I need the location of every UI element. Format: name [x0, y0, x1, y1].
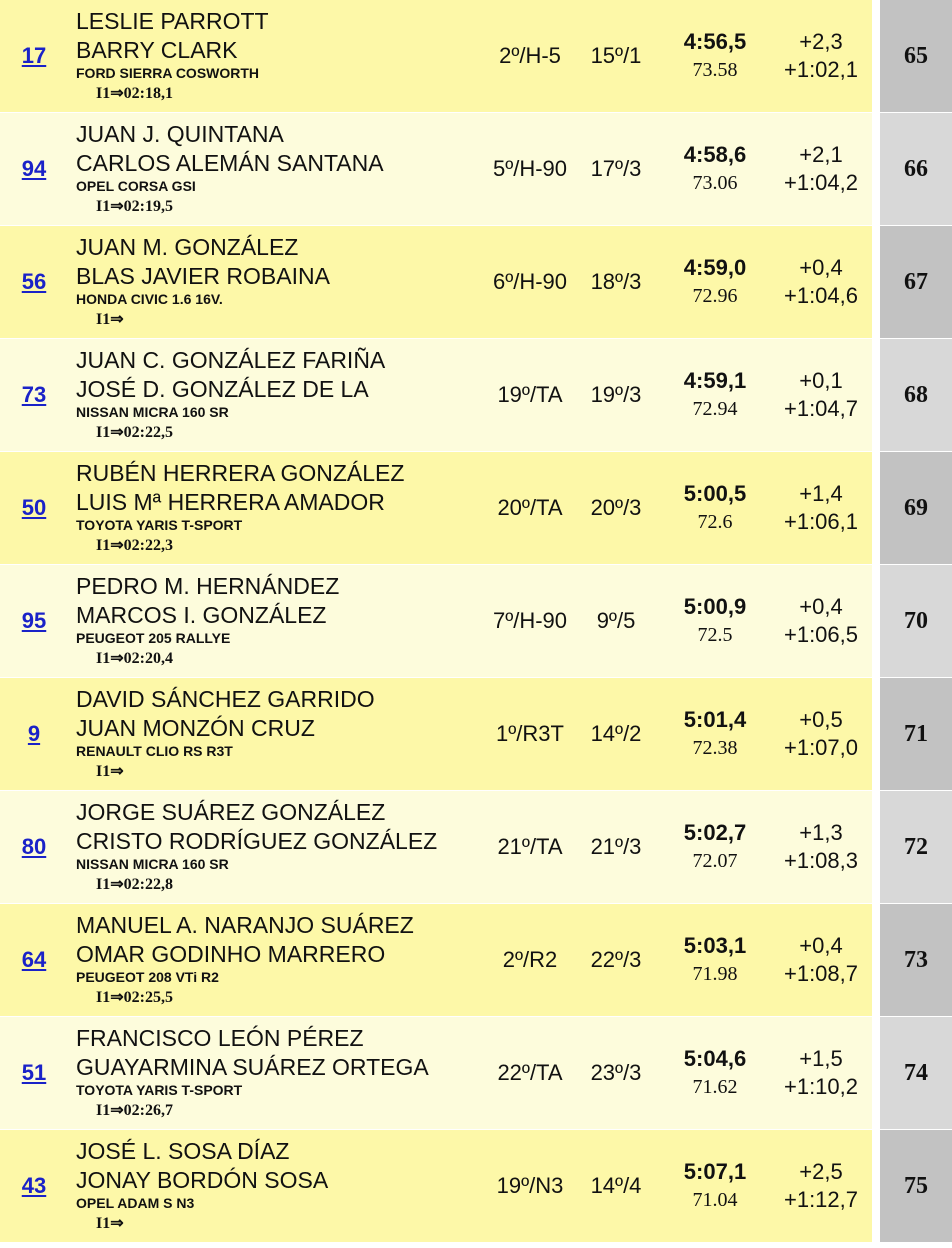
result-row — [0, 0, 952, 113]
car-number-link[interactable]: 51 — [21, 1060, 47, 1085]
result-row — [0, 226, 952, 339]
group-position: 18º/3 — [572, 226, 660, 339]
diff-previous: +0,4 — [799, 594, 843, 619]
split-time: I1⇒ — [96, 1215, 124, 1232]
result-row — [0, 791, 952, 904]
split-time: I1⇒02:22,5 — [96, 424, 173, 441]
average-speed: 73.58 — [692, 59, 738, 81]
stage-time: 5:00,5 — [683, 481, 747, 506]
diff-leader: +1:12,7 — [783, 1187, 858, 1212]
stage-time: 5:07,1 — [683, 1159, 747, 1184]
driver-name: JOSÉ L. SOSA DÍAZ — [76, 1138, 290, 1164]
codriver-name: CARLOS ALEMÁN SANTANA — [76, 150, 384, 176]
car-model: RENAULT CLIO RS R3T — [76, 743, 233, 759]
class-position: 6º/H-90 — [488, 226, 572, 339]
diff-leader: +1:06,5 — [783, 622, 858, 647]
stage-time: 4:58,6 — [683, 142, 747, 167]
difference-cell — [770, 565, 872, 678]
driver-name: JUAN C. GONZÁLEZ FARIÑA — [76, 347, 386, 373]
driver-name: JUAN M. GONZÁLEZ — [76, 234, 299, 260]
car-number-link[interactable]: 95 — [21, 608, 47, 633]
codriver-name: BLAS JAVIER ROBAINA — [76, 263, 330, 289]
car-model: NISSAN MICRA 160 SR — [76, 404, 229, 420]
class-position: 1º/R3T — [488, 678, 572, 791]
stage-time-cell — [660, 339, 770, 452]
overall-rank: 75 — [880, 1130, 952, 1243]
diff-previous: +0,4 — [799, 255, 843, 280]
car-number-cell — [0, 565, 68, 678]
stage-time-cell — [660, 452, 770, 565]
codriver-name: LUIS Mª HERRERA AMADOR — [76, 489, 385, 515]
result-row — [0, 452, 952, 565]
stage-time-cell — [660, 1130, 770, 1243]
car-number-cell — [0, 452, 68, 565]
car-number-link[interactable]: 94 — [21, 156, 47, 181]
codriver-name: JUAN MONZÓN CRUZ — [76, 715, 315, 741]
split-time: I1⇒02:19,5 — [96, 198, 173, 215]
car-model: OPEL CORSA GSI — [76, 178, 196, 194]
driver-name: RUBÉN HERRERA GONZÁLEZ — [76, 460, 405, 486]
diff-previous: +2,3 — [799, 29, 843, 54]
car-number-link[interactable]: 73 — [21, 382, 47, 407]
column-gap — [872, 452, 880, 565]
codriver-name: BARRY CLARK — [76, 37, 238, 63]
driver-name: FRANCISCO LEÓN PÉREZ — [76, 1025, 364, 1051]
crew-cell — [68, 226, 488, 339]
car-model: NISSAN MICRA 160 SR — [76, 856, 229, 872]
average-speed: 71.62 — [692, 1076, 738, 1098]
group-position: 23º/3 — [572, 1017, 660, 1130]
average-speed: 72.96 — [692, 285, 738, 307]
stage-time: 4:59,0 — [683, 255, 747, 280]
diff-leader: +1:08,7 — [783, 961, 858, 986]
codriver-name: JOSÉ D. GONZÁLEZ DE LA — [76, 376, 369, 402]
average-speed: 72.07 — [692, 850, 738, 872]
stage-time-cell — [660, 678, 770, 791]
car-number-link[interactable]: 64 — [21, 947, 47, 972]
overall-rank: 65 — [880, 0, 952, 113]
difference-cell — [770, 791, 872, 904]
result-row — [0, 1130, 952, 1243]
diff-previous: +2,1 — [799, 142, 843, 167]
driver-name: PEDRO M. HERNÁNDEZ — [76, 573, 340, 599]
overall-rank: 70 — [880, 565, 952, 678]
split-time: I1⇒02:25,5 — [96, 989, 173, 1006]
stage-time: 5:01,4 — [683, 707, 747, 732]
split-time: I1⇒02:20,4 — [96, 650, 173, 667]
column-gap — [872, 226, 880, 339]
group-position: 15º/1 — [572, 0, 660, 113]
diff-leader: +1:06,1 — [783, 509, 858, 534]
crew-cell — [68, 1130, 488, 1243]
codriver-name: MARCOS I. GONZÁLEZ — [76, 602, 327, 628]
average-speed: 72.38 — [692, 737, 738, 759]
split-time: I1⇒02:26,7 — [96, 1102, 173, 1119]
car-model: PEUGEOT 205 RALLYE — [76, 630, 231, 646]
car-number-cell — [0, 1017, 68, 1130]
difference-cell — [770, 1130, 872, 1243]
driver-name: LESLIE PARROTT — [76, 8, 269, 34]
crew-cell — [68, 339, 488, 452]
driver-name: JORGE SUÁREZ GONZÁLEZ — [76, 799, 386, 825]
average-speed: 72.5 — [697, 624, 733, 646]
class-position: 22º/TA — [488, 1017, 572, 1130]
stage-time-cell — [660, 113, 770, 226]
class-position: 5º/H-90 — [488, 113, 572, 226]
stage-time-cell — [660, 904, 770, 1017]
stage-time: 4:56,5 — [683, 29, 747, 54]
overall-rank: 71 — [880, 678, 952, 791]
car-number-cell — [0, 904, 68, 1017]
class-position: 2º/H-5 — [488, 0, 572, 113]
column-gap — [872, 1017, 880, 1130]
car-number-link[interactable]: 17 — [21, 43, 47, 68]
class-position: 2º/R2 — [488, 904, 572, 1017]
column-gap — [872, 565, 880, 678]
split-time: I1⇒02:22,3 — [96, 537, 173, 554]
crew-cell — [68, 113, 488, 226]
group-position: 21º/3 — [572, 791, 660, 904]
codriver-name: OMAR GODINHO MARRERO — [76, 941, 386, 967]
group-position: 14º/2 — [572, 678, 660, 791]
overall-rank: 68 — [880, 339, 952, 452]
stage-time: 5:02,7 — [683, 820, 747, 845]
difference-cell — [770, 678, 872, 791]
stage-time-cell — [660, 565, 770, 678]
diff-previous: +1,3 — [799, 820, 843, 845]
crew-cell — [68, 565, 488, 678]
crew-cell — [68, 452, 488, 565]
crew-cell — [68, 791, 488, 904]
diff-previous: +0,5 — [799, 707, 843, 732]
car-number-cell — [0, 113, 68, 226]
codriver-name: GUAYARMINA SUÁREZ ORTEGA — [76, 1054, 429, 1080]
difference-cell — [770, 226, 872, 339]
car-number-link[interactable]: 56 — [21, 269, 47, 294]
diff-leader: +1:02,1 — [783, 57, 858, 82]
overall-rank: 73 — [880, 904, 952, 1017]
codriver-name: JONAY BORDÓN SOSA — [76, 1167, 329, 1193]
class-position: 20º/TA — [488, 452, 572, 565]
class-position: 19º/TA — [488, 339, 572, 452]
group-position: 14º/4 — [572, 1130, 660, 1243]
diff-leader: +1:10,2 — [783, 1074, 858, 1099]
car-number-link[interactable]: 43 — [21, 1173, 47, 1198]
column-gap — [872, 113, 880, 226]
difference-cell — [770, 904, 872, 1017]
stage-time-cell — [660, 226, 770, 339]
average-speed: 71.98 — [692, 963, 738, 985]
car-number-link[interactable]: 9 — [27, 721, 41, 746]
result-row — [0, 113, 952, 226]
stage-time-cell — [660, 791, 770, 904]
stage-time-cell — [660, 0, 770, 113]
average-speed: 73.06 — [692, 172, 738, 194]
difference-cell — [770, 113, 872, 226]
crew-cell — [68, 0, 488, 113]
overall-rank: 74 — [880, 1017, 952, 1130]
group-position: 9º/5 — [572, 565, 660, 678]
class-position: 21º/TA — [488, 791, 572, 904]
diff-previous: +2,5 — [799, 1159, 843, 1184]
car-model: TOYOTA YARIS T-SPORT — [76, 1082, 243, 1098]
diff-previous: +1,4 — [799, 481, 843, 506]
driver-name: DAVID SÁNCHEZ GARRIDO — [76, 686, 375, 712]
group-position: 19º/3 — [572, 339, 660, 452]
difference-cell — [770, 339, 872, 452]
overall-rank: 67 — [880, 226, 952, 339]
diff-previous: +0,4 — [799, 933, 843, 958]
split-time: I1⇒02:22,8 — [96, 876, 173, 893]
car-number-cell — [0, 339, 68, 452]
driver-name: MANUEL A. NARANJO SUÁREZ — [76, 912, 414, 938]
result-row — [0, 904, 952, 1017]
result-row — [0, 339, 952, 452]
split-time: I1⇒ — [96, 763, 124, 780]
difference-cell — [770, 452, 872, 565]
stage-time: 4:59,1 — [683, 368, 747, 393]
diff-leader: +1:04,7 — [783, 396, 858, 421]
car-number-cell — [0, 1130, 68, 1243]
car-model: OPEL ADAM S N3 — [76, 1195, 195, 1211]
car-number-cell — [0, 678, 68, 791]
class-position: 7º/H-90 — [488, 565, 572, 678]
diff-leader: +1:08,3 — [783, 848, 858, 873]
difference-cell — [770, 0, 872, 113]
crew-cell — [68, 904, 488, 1017]
result-row — [0, 1017, 952, 1130]
crew-cell — [68, 678, 488, 791]
result-row — [0, 565, 952, 678]
diff-leader: +1:04,6 — [783, 283, 858, 308]
crew-cell — [68, 1017, 488, 1130]
car-number-link[interactable]: 80 — [21, 834, 47, 859]
split-time: I1⇒02:18,1 — [96, 85, 173, 102]
car-model: TOYOTA YARIS T-SPORT — [76, 517, 243, 533]
column-gap — [872, 339, 880, 452]
split-time: I1⇒ — [96, 311, 124, 328]
car-number-cell — [0, 0, 68, 113]
average-speed: 72.6 — [697, 511, 733, 533]
car-number-cell — [0, 226, 68, 339]
diff-leader: +1:07,0 — [783, 735, 858, 760]
column-gap — [872, 1130, 880, 1243]
overall-rank: 72 — [880, 791, 952, 904]
stage-time: 5:03,1 — [683, 933, 747, 958]
column-gap — [872, 678, 880, 791]
car-model: HONDA CIVIC 1.6 16V. — [76, 291, 223, 307]
driver-name: JUAN J. QUINTANA — [76, 121, 284, 147]
car-number-cell — [0, 791, 68, 904]
diff-previous: +0,1 — [799, 368, 843, 393]
stage-time: 5:04,6 — [683, 1046, 747, 1071]
overall-rank: 69 — [880, 452, 952, 565]
diff-leader: +1:04,2 — [783, 170, 858, 195]
car-number-link[interactable]: 50 — [21, 495, 47, 520]
average-speed: 71.04 — [692, 1189, 738, 1211]
column-gap — [872, 791, 880, 904]
average-speed: 72.94 — [692, 398, 738, 420]
stage-time: 5:00,9 — [683, 594, 747, 619]
column-gap — [872, 904, 880, 1017]
class-position: 19º/N3 — [488, 1130, 572, 1243]
group-position: 22º/3 — [572, 904, 660, 1017]
result-row — [0, 678, 952, 791]
overall-rank: 66 — [880, 113, 952, 226]
car-model: PEUGEOT 208 VTi R2 — [76, 969, 219, 985]
column-gap — [872, 0, 880, 113]
group-position: 20º/3 — [572, 452, 660, 565]
stage-time-cell — [660, 1017, 770, 1130]
diff-previous: +1,5 — [799, 1046, 843, 1071]
car-model: FORD SIERRA COSWORTH — [76, 65, 260, 81]
group-position: 17º/3 — [572, 113, 660, 226]
difference-cell — [770, 1017, 872, 1130]
codriver-name: CRISTO RODRÍGUEZ GONZÁLEZ — [76, 828, 438, 854]
